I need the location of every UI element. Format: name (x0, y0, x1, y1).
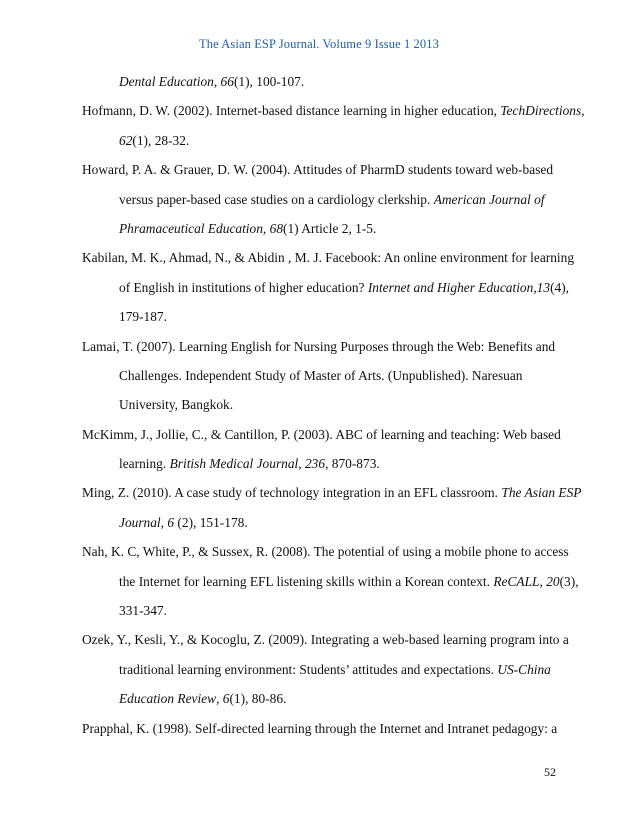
reference-entry (82, 537, 582, 625)
reference-text: (1), 100-107. (233, 74, 305, 89)
reference-text: (4), (550, 279, 570, 295)
reference-italic-text: 236 (304, 456, 326, 472)
reference-line (82, 420, 582, 449)
page-number: 52 (544, 765, 556, 779)
reference-text: the Internet for learning EFL listening skills within a Korean context. (119, 573, 494, 589)
reference-text: Prapphal, K. (1998). Self-directed learning through the Internet and Intranet pedagogy: a (82, 720, 558, 736)
reference-entry (82, 155, 582, 243)
reference-text: , (298, 456, 305, 472)
reference-entry (82, 478, 582, 537)
reference-text: versus paper-based case studies on a cardiology clerkship. (119, 191, 434, 207)
reference-line (82, 214, 582, 243)
reference-italic-text: 6 (222, 691, 230, 707)
reference-line (82, 508, 582, 537)
reference-line (82, 332, 582, 361)
reference-entry (82, 625, 582, 713)
reference-text: Challenges. Independent Study of Master of Arts. (Unpublished). Naresuan (119, 367, 523, 383)
reference-italic-text: ReCALL (493, 573, 540, 589)
reference-text: (3), (559, 573, 579, 589)
reference-line (82, 449, 582, 478)
reference-italic-text: 62 (119, 132, 133, 148)
reference-text: (2), 151-178. (174, 514, 248, 530)
reference-italic-text: Dental Education (119, 74, 214, 89)
reference-text: , (533, 279, 537, 295)
reference-line (82, 596, 582, 625)
reference-text: traditional learning environment: Students’ attitudes and expectations. (119, 661, 498, 677)
reference-text: , (213, 74, 221, 89)
reference-entry (82, 420, 582, 479)
reference-text: Ozek, Y., Kesli, Y., & Kocoglu, Z. (2009). Integrating a web-based learning program into a (82, 632, 569, 648)
reference-italic-text: 68 (269, 220, 284, 236)
reference-text: , (581, 103, 585, 119)
reference-italic-text: 66 (220, 74, 234, 89)
reference-text: McKimm, J., Jollie, C., & Cantillon, P. (2003). ABC of learning and teaching: Web based (82, 426, 561, 442)
running-header: The Asian ESP Journal. Volume 9 Issue 1 2013 (199, 37, 439, 51)
reference-italic-text: The Asian ESP (501, 485, 582, 501)
reference-line (82, 361, 582, 390)
reference-italic-text: British Medical Journal (169, 456, 299, 472)
reference-text: of English in institutions of higher education? (119, 279, 368, 295)
reference-italic-text: 6 (167, 514, 175, 530)
reference-line (82, 567, 582, 596)
reference-line (82, 714, 582, 743)
reference-text: (1), 80-86. (229, 691, 287, 707)
reference-text: , (262, 220, 270, 236)
reference-line (82, 302, 582, 331)
reference-list (82, 67, 585, 743)
reference-line (82, 243, 582, 272)
reference-text: learning. (119, 456, 170, 472)
reference-italic-text: Journal (119, 514, 161, 530)
reference-line (82, 390, 582, 419)
reference-line (82, 537, 582, 566)
reference-text: , (160, 514, 168, 530)
reference-line (82, 96, 585, 125)
reference-line (82, 478, 582, 507)
reference-italic-text: US-China (497, 661, 551, 677)
reference-text: , (539, 573, 547, 589)
reference-entry (82, 67, 582, 96)
reference-line (82, 185, 582, 214)
reference-italic-text: TechDirections (500, 103, 582, 119)
reference-line (82, 126, 582, 155)
reference-text: , (216, 691, 223, 707)
reference-italic-text: American Journal of (433, 191, 545, 207)
reference-line (82, 67, 582, 96)
reference-text: Lamai, T. (2007). Learning English for Nursing Purposes through the Web: Benefits and (82, 338, 556, 354)
reference-text: Nah, K. C, White, P., & Sussex, R. (2008). The potential of using a mobile phone to access (82, 544, 569, 560)
reference-text: , 870-873. (325, 456, 380, 472)
reference-text: Ming, Z. (2010). A case study of technology integration in an EFL classroom. (82, 485, 502, 501)
reference-entry (82, 96, 585, 155)
reference-italic-text: Education Review (119, 691, 217, 707)
reference-text: (1), 28-32. (132, 132, 190, 148)
reference-line (82, 625, 582, 654)
reference-text: 331-347. (119, 603, 167, 619)
reference-entry (82, 243, 582, 331)
reference-line (82, 273, 582, 302)
reference-text: 179-187. (119, 309, 167, 325)
reference-entry (82, 714, 582, 743)
reference-italic-text: 13 (536, 279, 551, 295)
reference-text: (1) Article 2, 1-5. (283, 220, 377, 236)
reference-line (82, 155, 582, 184)
reference-text: Hofmann, D. W. (2002). Internet-based distance learning in higher education, (82, 103, 501, 119)
reference-italic-text: Internet and Higher Education (367, 279, 534, 295)
reference-text: University, Bangkok. (119, 397, 234, 413)
reference-italic-text: Phramaceutical Education (119, 220, 263, 236)
reference-text: Howard, P. A. & Grauer, D. W. (2004). Attitudes of PharmD students toward web-based (82, 162, 554, 178)
reference-line (82, 655, 582, 684)
reference-italic-text: 20 (546, 573, 560, 589)
reference-text: Kabilan, M. K., Ahmad, N., & Abidin , M. J. Facebook: An online environment for learning (82, 250, 575, 266)
reference-line (82, 684, 582, 713)
reference-entry (82, 332, 582, 420)
